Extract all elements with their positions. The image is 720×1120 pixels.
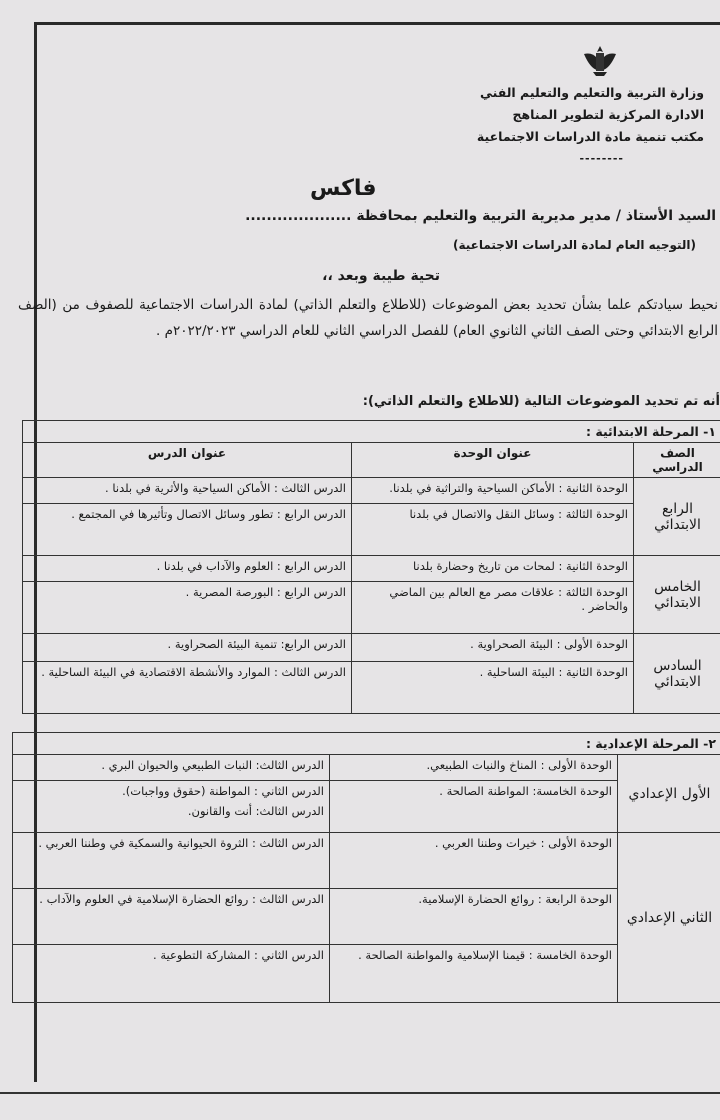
lesson-cell: الدرس الرابع : تطور وسائل الاتصال وتأثيرها في المجتمع .: [23, 504, 352, 556]
bottom-rule: [0, 1092, 720, 1094]
unit-cell: الوحدة الأولى : البيئة الصحراوية .: [352, 634, 634, 662]
addressee-sub: (التوجيه العام لمادة الدراسات الاجتماعية): [453, 238, 696, 252]
unit-cell: الوحدة الأولى : خيرات وطننا العربي .: [330, 833, 618, 889]
body-text: نحيط سيادتكم علما بشأن تحديد بعض الموضوعات (للاطلاع والتعلم الذاتي) لمادة الدراسات الاجتماعية للصفوف من (الصف الرابع الابتدائي وحتى الصف الثاني الثانوي العام) للفصل الدراسي الثاني للعام الدراسي ٢٠٢٢/٢٠٢٣م .: [18, 297, 718, 339]
unit-cell: الوحدة الخامسة : قيمنا الإسلامية والمواطنة الصالحة .: [330, 945, 618, 1003]
eagle-emblem-icon: [582, 44, 618, 78]
grade-cell: السادس الابتدائي: [634, 634, 720, 714]
col-unit-header: عنوان الوحدة: [352, 443, 634, 478]
lesson-cell: [13, 781, 330, 833]
prep-stage-title: ٢- المرحلة الإعدادية :: [13, 733, 720, 755]
intro-line: أنه تم تحديد الموضوعات التالية (للاطلاع والتعلم الذاتي):: [362, 394, 720, 409]
office-line: مكتب تنمية مادة الدراسات الاجتماعية: [476, 129, 704, 144]
header-dash: --------: [579, 152, 624, 165]
grade-cell: الخامس الابتدائي: [634, 556, 720, 634]
unit-cell: الوحدة الثانية : الأماكن السياحية والتراثية في بلدنا.: [352, 478, 634, 504]
addressee: السيد الأستاذ / مدير مديرية التربية والتعليم بمحافظة ....................: [245, 208, 716, 224]
lesson-cell: الدرس الثاني : المشاركة التطوعية .: [13, 945, 330, 1003]
unit-cell: الوحدة الرابعة : روائع الحضارة الإسلامية.: [330, 889, 618, 945]
fax-title: فاكس: [310, 176, 377, 201]
unit-cell: الوحدة الثالثة : وسائل النقل والاتصال في بلدنا: [352, 504, 634, 556]
ministry-header: [477, 82, 704, 170]
grade-cell: الثاني الإعدادي: [618, 833, 720, 1003]
lesson-cell: الدرس الرابع : العلوم والآداب في بلدنا .: [23, 556, 352, 582]
lesson-cell: الدرس الثالث: النبات الطبيعي والحيوان البري .: [13, 755, 330, 781]
lesson-cell: الدرس الثالث : الأماكن السياحية والأثرية في بلدنا .: [23, 478, 352, 504]
prep-table: [12, 732, 720, 1003]
unit-cell: الوحدة الثانية : البيئة الساحلية .: [352, 662, 634, 714]
lesson-cell: الدرس الرابع: تنمية البيئة الصحراوية .: [23, 634, 352, 662]
unit-cell: الوحدة الثالثة : علاقات مصر مع العالم بين الماضي والحاضر .: [352, 582, 634, 634]
unit-cell: الوحدة الأولى : المناخ والنبات الطبيعي.: [330, 755, 618, 781]
primary-table: [22, 420, 720, 714]
grade-cell: الأول الإعدادي: [618, 755, 720, 833]
unit-cell: الوحدة الخامسة: المواطنة الصالحة .: [330, 781, 618, 833]
lesson-cell: الدرس الرابع : البورصة المصرية .: [23, 582, 352, 634]
lesson-cell: الدرس الثالث : روائع الحضارة الإسلامية في العلوم والآداب .: [13, 889, 330, 945]
primary-stage-title: ١- المرحلة الابتدائية :: [23, 421, 720, 443]
ministry-line: وزارة التربية والتعليم والتعليم الفني: [479, 85, 704, 100]
greeting: تحية طيبة وبعد ،،: [322, 268, 440, 284]
unit-cell: الوحدة الثانية : لمحات من تاريخ وحضارة بلدنا: [352, 556, 634, 582]
lesson-line: الدرس الثالث: أنت والقانون.: [187, 804, 324, 818]
lesson-cell: الدرس الثالث : الثروة الحيوانية والسمكية في وطننا العربي .: [13, 833, 330, 889]
lesson-line: الدرس الثاني : المواطنة (حقوق وواجبات).: [122, 784, 324, 798]
department-line: الادارة المركزية لتطوير المناهج: [512, 107, 704, 122]
col-grade-header: الصف الدراسي: [634, 443, 720, 478]
grade-cell: الرابع الابتدائي: [634, 478, 720, 556]
col-lesson-header: عنوان الدرس: [23, 443, 352, 478]
lesson-cell: الدرس الثالث : الموارد والأنشطة الاقتصادية في البيئة الساحلية .: [23, 662, 352, 714]
